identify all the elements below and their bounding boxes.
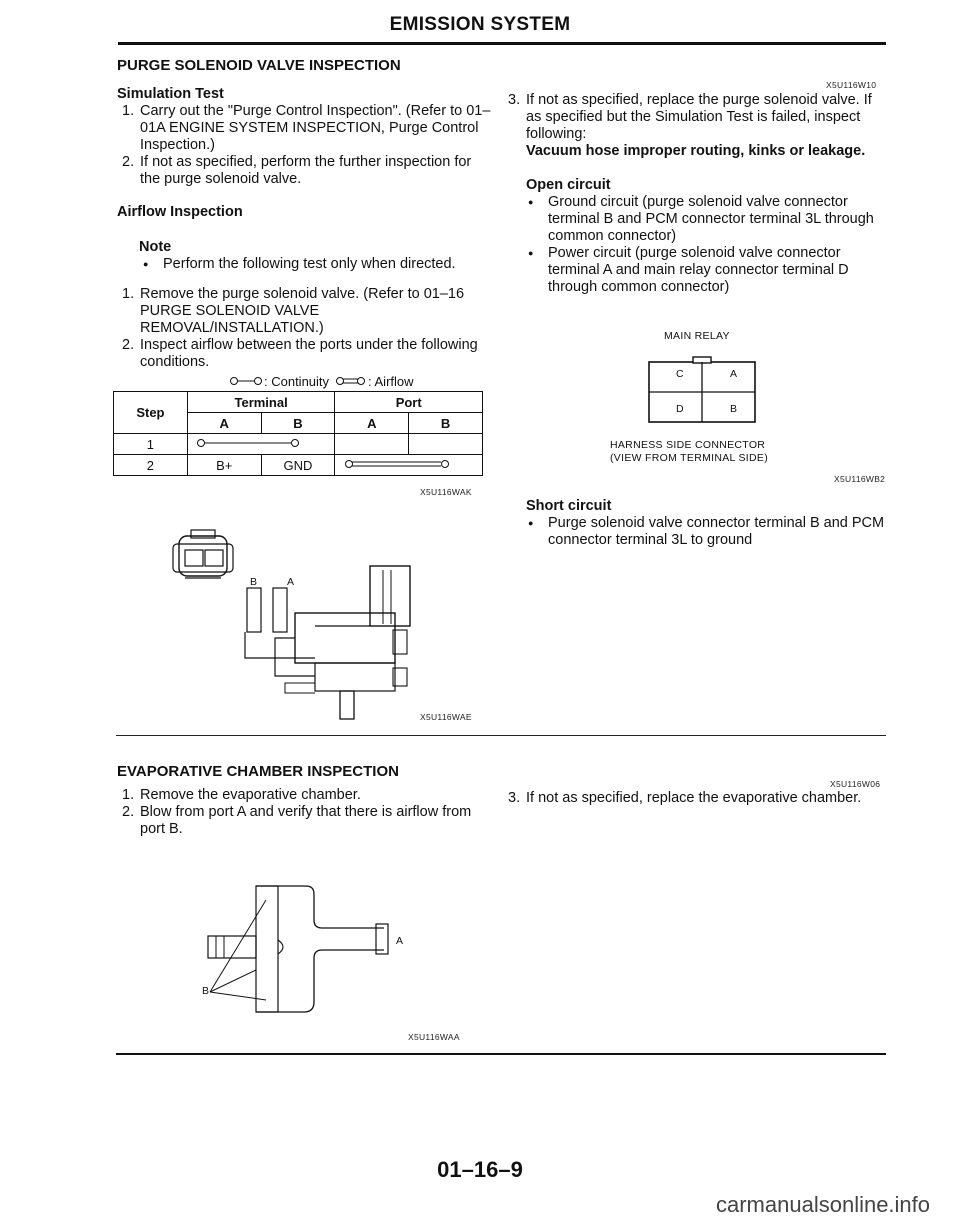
purge-section-title: PURGE SOLENOID VALVE INSPECTION [117,57,401,74]
relay-code: X5U116WB2 [834,474,886,484]
list-item: ● Purge solenoid valve connector terminal B and PCM connector terminal 3L to ground [526,515,888,549]
relay-pin-c: C [676,368,684,380]
airflow-symbol-icon [339,457,479,471]
continuity-symbol-icon [191,436,331,450]
airflow-cell [335,455,483,476]
legend-airflow: : Airflow [368,374,414,389]
relay-connector-icon [646,356,758,424]
evap-right-code: X5U116W06 [830,779,881,789]
col-port: Port [335,392,483,413]
airflow-table-wrap [113,391,483,476]
watermark: carmanualsonline.info [716,1192,931,1217]
open-circuit-list [526,194,886,296]
col-terminal: Terminal [187,392,335,413]
page-number: 01–16–9 [437,1157,523,1182]
col-terminal-b: B [261,413,335,434]
short-circuit-heading: Short circuit [526,498,612,514]
section-divider [116,735,886,736]
figure-label-a: A [287,576,295,588]
simulation-heading: Simulation Test [117,86,224,102]
continuity-airflow-legend [230,373,490,389]
note-heading: Note [139,239,172,255]
col-port-b: B [409,413,483,434]
table-code: X5U116WAK [420,487,472,497]
relay-caption-2: (VIEW FROM TERMINAL SIDE) [610,452,769,464]
relay-pin-a: A [730,368,738,380]
table-row: 2 B+ GND [114,455,483,476]
col-terminal-a: A [187,413,261,434]
purge-step3: 3. If not as specified, replace the purge solenoid valve. If as specified but the Simulation Test is failed, inspect following: [508,92,872,142]
airflow-heading: Airflow Inspection [117,204,243,220]
simulation-steps [122,103,494,188]
list-item: ● Perform the following test only when directed. [141,256,501,273]
list-item: 1. Remove the purge solenoid valve. (Refer to 01–16 PURGE SOLENOID VALVE REMOVAL/INSTALLATION.) [122,286,465,336]
evap-figure-code: X5U116WAA [408,1032,460,1042]
note-list [141,256,501,273]
evap-step3: 3. If not as specified, replace the evaporative chamber. [508,790,862,806]
page-title: EMISSION SYSTEM [389,14,571,35]
purge-valve-figure-icon [165,528,425,723]
evap-label-a: A [396,935,404,947]
legend-continuity: : Continuity [264,374,330,389]
table-row: 1 [114,434,483,455]
evap-label-b: B [202,985,210,997]
relay-pin-d: D [676,403,684,415]
right-code: X5U116W10 [826,80,877,90]
header-rule [118,42,886,45]
col-step: Step [114,392,188,434]
relay-pin-b: B [730,403,738,415]
list-item: ● Ground circuit (purge solenoid valve connector terminal B and PCM connector terminal 3L through common connector) [526,194,886,245]
evap-chamber-figure-icon [196,880,396,1030]
airflow-table [113,391,483,476]
figure-code: X5U116WAE [420,712,472,722]
list-item: ● Power circuit (purge solenoid valve connector terminal A and main relay connector terminal D through common connector) [526,245,886,296]
evap-section-title: EVAPORATIVE CHAMBER INSPECTION [117,763,399,780]
list-item: 2. Inspect airflow between the ports under the following conditions. [122,337,478,370]
continuity-cell [187,434,335,455]
bottom-rule [116,1053,886,1055]
list-item: 1. Carry out the "Purge Control Inspection". (Refer to 01–01A ENGINE SYSTEM INSPECTION, Purge Control Inspection.) [122,103,491,153]
list-item: 2. If not as specified, perform the further inspection for the purge solenoid valve. [122,154,472,187]
relay-title: MAIN RELAY [664,330,730,342]
list-item: 1. Remove the evaporative chamber. [122,787,361,803]
relay-caption-1: HARNESS SIDE CONNECTOR [610,439,766,451]
airflow-steps [122,286,494,371]
vacuum-hose-note: Vacuum hose improper routing, kinks or leakage. [526,143,866,159]
open-circuit-heading: Open circuit [526,177,611,193]
list-item: 2. Blow from port A and verify that there is airflow from port B. [122,804,472,837]
evap-steps [122,787,494,838]
short-circuit-list [526,515,888,549]
col-port-a: A [335,413,409,434]
figure-label-b: B [250,576,258,588]
